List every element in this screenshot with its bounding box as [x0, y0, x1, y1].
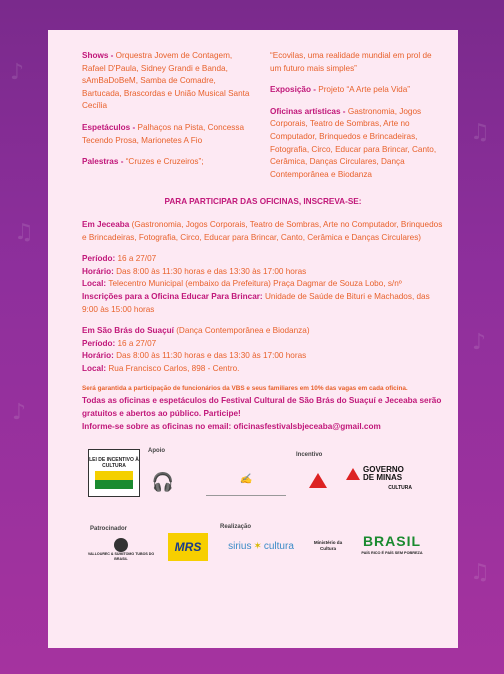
right-column [270, 50, 444, 190]
program-columns [82, 50, 444, 190]
triangle-icon [346, 468, 360, 480]
oficinas-text: Gastronomia, Jogos Corporais, Teatro de Sombras, Arte no Computador, Brinquedos e Brincadeiras, Fotografia, Circo, Educar para Brincar, Canto, Cerâmica, Danças Circulares, Dança Contemporânea e Biodanza [270, 106, 437, 179]
brasil-text: BRASIL [362, 532, 422, 549]
sponsor-logos [82, 439, 444, 569]
music-note-icon: ♪ [10, 60, 25, 85]
vallourec-text: VALLOUREC & SUMITOMO TUBOS DO BRASIL [87, 552, 155, 562]
mrs-logo [168, 533, 208, 561]
saobras-label: Em São Brás do Suaçuí [82, 326, 177, 336]
ecovilas-quote: “Ecovilas, uma realidade mundial em prol de um futuro mais simples” [270, 51, 432, 73]
inscricoes-value: Unidade de Saúde de Bituri e Machados, das 9:00 às 15:00 horas [82, 291, 430, 314]
saobras-workshops: (Dança Contemporânea e Biodanza) [176, 326, 310, 336]
jeceaba-details [82, 253, 444, 316]
horario-value: Das 8:00 às 11:30 horas e das 13:30 às 17:00 horas [116, 351, 307, 361]
sirius-text: sirius [228, 540, 252, 552]
jeceaba-workshops: (Gastronomia, Jogos Corporais, Teatro de Sombras, Arte no Computador, Brinquedos e Brincadeiras, Fotografia, Circo, Educar para Brincar, Canto, Cerâmica e Danças Circulares) [82, 219, 443, 242]
music-note-icon: ♪ [472, 330, 487, 355]
registration-heading: PARA PARTICIPAR DAS OFICINAS, INSCREVA-SE: [164, 197, 362, 207]
triangle-icon [309, 473, 327, 488]
local-value: Rua Francisco Carlos, 898 - Centro. [108, 363, 240, 373]
music-note-icon: ♫ [470, 120, 490, 145]
lei-incentivo-logo [88, 449, 140, 497]
periodo-value: 16 a 27/07 [117, 338, 157, 348]
ministerio-cultura-logo: Ministério da Cultura [313, 540, 343, 552]
shows-label: Shows - [82, 51, 116, 60]
governo-minas-logo [346, 465, 412, 495]
periodo-label: Período: [82, 254, 118, 264]
sirius-cultura-logo [216, 537, 306, 557]
email-info: Informe-se sobre as oficinas no email: oficinasfestivalsbjeceaba@gmail.com [82, 421, 381, 431]
exposicao-paragraph [270, 84, 444, 97]
horario-value: Das 8:00 às 11:30 horas e das 13:30 às 17:00 horas [116, 266, 307, 276]
brasil-governo-logo [354, 531, 430, 563]
left-column [82, 50, 256, 190]
shows-paragraph [82, 50, 256, 113]
star-icon: ✶ [253, 540, 262, 552]
exposicao-text: Projeto “A Arte pela Vida” [318, 85, 411, 95]
local-label: Local: [82, 279, 109, 289]
espetaculos-text: Palhaços na Pista, Concessa Tecendo Prosa, Marionetes A Fio [82, 122, 245, 145]
realizacao-label: Realização [220, 524, 252, 531]
espetaculos-label: Espetáculos - [82, 122, 138, 132]
lei-estadual-logo [298, 465, 338, 495]
periodo-value: 16 a 27/07 [117, 254, 157, 264]
oficinas-paragraph [270, 106, 444, 182]
governo-minas-text: GOVERNO DE MINAS [363, 464, 404, 482]
horario-label: Horário: [82, 351, 117, 361]
headphones-logo: 🎧 [151, 471, 175, 492]
incentivo-label: Incentivo [296, 452, 323, 459]
music-note-icon: ♫ [14, 220, 34, 245]
vallourec-emblem-icon [114, 538, 128, 552]
lei-incentivo-text: LEI DE INCENTIVO À CULTURA [89, 457, 139, 470]
palestras-paragraph [82, 156, 256, 169]
guarantee-note: Será garantida a participação de funcionários da VBS e seus familiares em 10% das vagas em cada oficina. [82, 385, 408, 393]
espetaculos-paragraph [82, 122, 256, 147]
brasil-slogan: PAÍS RICO É PAÍS SEM POBREZA [361, 551, 423, 556]
jeceaba-section [82, 219, 444, 244]
flag-stripes [95, 471, 133, 489]
jeceaba-label: Em Jeceaba [82, 219, 132, 229]
instituto-logo: ✍ [206, 465, 286, 496]
palestras-label: Palestras - [82, 157, 126, 167]
free-notice: Todas as oficinas e espetáculos do Festival Cultural de São Brás do Suaçuí e Jeceaba serão gratuitos e abertos ao público. Participe! [82, 396, 442, 419]
saobras-section [82, 325, 444, 375]
mrs-text: MRS [174, 539, 202, 554]
vallourec-logo [84, 533, 158, 567]
oficinas-label: Oficinas artísticas - [270, 106, 348, 116]
shows-text: Orquestra Jovem de Contagem, Rafael D'Paula, Sidney Grandi e Banda, sAmBaDoBeM, Samba de Comadre, Bartucada, Brascordas e União Musical Santa Cecília [82, 51, 250, 111]
cultura-text: CULTURA [388, 484, 412, 491]
music-note-icon: ♪ [12, 400, 27, 425]
inscricoes-label: Inscrições para a Oficina Educar Para Brincar: [82, 291, 265, 301]
patrocinador-label: Patrocinador [90, 526, 128, 533]
program-sheet [48, 30, 458, 648]
local-value: Telecentro Municipal (embaixo da Prefeitura) Praça Dagmar de Souza Lobo, s/nº [108, 279, 402, 289]
periodo-label: Período: [82, 338, 118, 348]
exposicao-label: Exposição - [270, 85, 319, 95]
music-note-icon: ♫ [470, 560, 490, 585]
apoio-label: Apoio [148, 448, 165, 455]
governo-minas-row [346, 466, 412, 482]
horario-label: Horário: [82, 266, 117, 276]
sirius-cultura-text: cultura [263, 540, 294, 552]
local-label: Local: [82, 363, 109, 373]
palestras-text: “Cruzes e Cruzeiros”; [125, 157, 204, 167]
